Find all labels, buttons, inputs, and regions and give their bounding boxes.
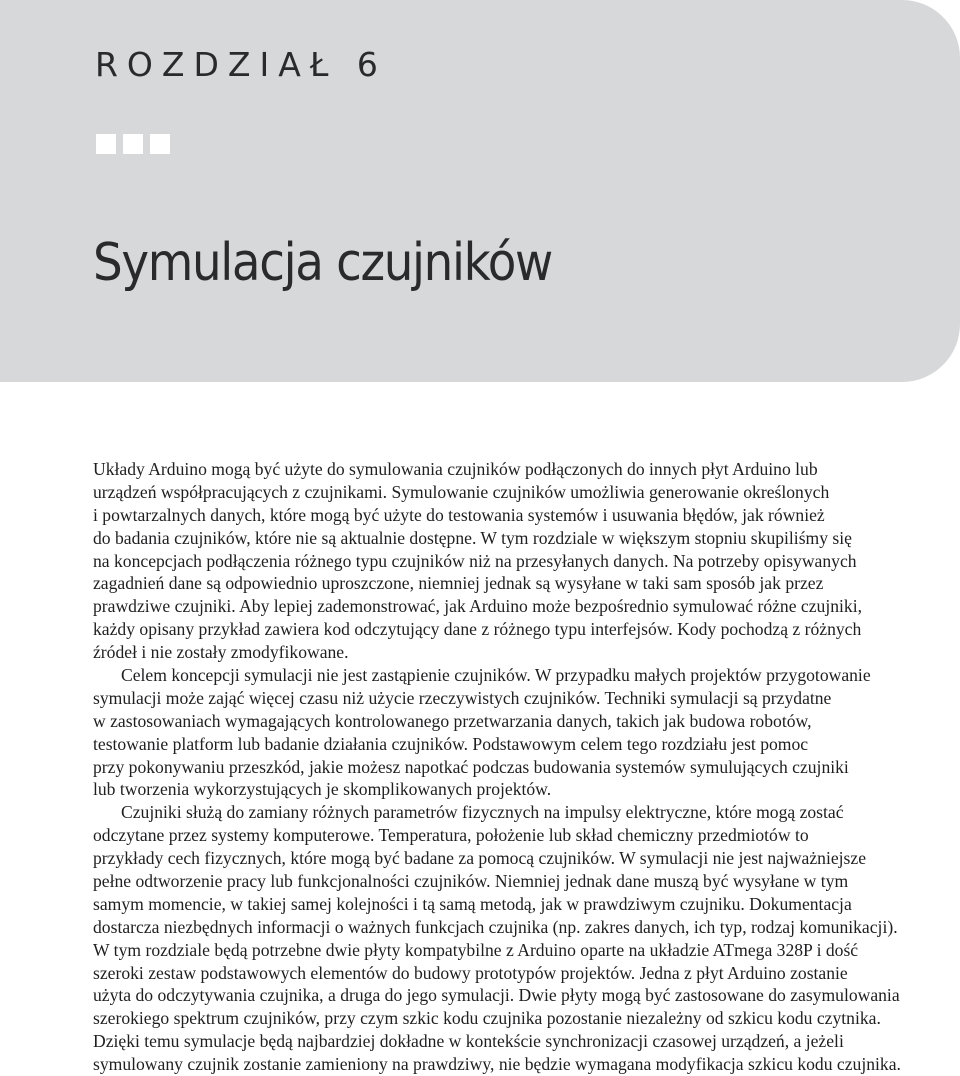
text-line: szeroki zestaw podstawowych elementów do budowy prototypów projektów. Jedna z płyt Arduino zostanie	[93, 962, 848, 983]
text-line: przy pokonywaniu przeszkód, jakie możesz napotkać podczas budowania systemów symulujących czujniki	[93, 756, 849, 777]
chapter-title: Symulacja czujników	[93, 233, 552, 293]
text-line: samym momencie, w takiej samej kolejności i tą samą metodą, jak w prawdziwym czujniku. Dokumentacja	[93, 893, 852, 914]
text-line: Układy Arduino mogą być użyte do symulowania czujników podłączonych do innych płyt Arduino lub	[93, 459, 818, 479]
chapter-label: ROZDZIAŁ 6	[95, 45, 387, 84]
text-line-paragraph-start: Celem koncepcji symulacji nie jest zastąpienie czujników. W przypadku małych projektów przygotowanie	[121, 665, 871, 686]
square-icon	[123, 134, 143, 154]
text-line: i powtarzalnych danych, które mogą być użyte do testowania systemów i usuwania błędów, jak również	[93, 504, 825, 525]
text-line: do badania czujników, które nie są aktualnie dostępne. W tym rozdziale w większym stopniu skupiliśmy się	[93, 527, 852, 548]
text-line: symulowany czujnik zostanie zamieniony na prawdziwy, nie będzie wymagana modyfikacja szkicu kodu czujnika.	[93, 1054, 901, 1075]
text-line: Dzięki temu symulacje będą najbardziej dokładne w kontekście synchronizacji czasowej urządzeń, a jeżeli	[93, 1031, 844, 1052]
body-text	[93, 458, 959, 1076]
text-line-paragraph-start: Czujniki służą do zamiany różnych parametrów fizycznych na impulsy elektryczne, które mogą zostać	[121, 802, 844, 823]
text-line: lub tworzenia wykorzystujących je skomplikowanych projektów.	[93, 779, 552, 800]
text-line: testowanie platform lub badanie działania czujników. Podstawowym celem tego rozdziału jest pomoc	[93, 733, 809, 754]
chapter-header-panel	[0, 0, 960, 382]
square-icon	[96, 134, 116, 154]
text-line: na koncepcjach podłączenia różnego typu czujników niż na przesyłanych danych. Na potrzeby opisywanych	[93, 550, 857, 571]
text-line: użyta do odczytywania czujnika, a druga do jego symulacji. Dwie płyty mogą być zastosowane do zasymulowania	[93, 985, 900, 1006]
text-line: W tym rozdziale będą potrzebne dwie płyty kompatybilne z Arduino oparte na układzie ATmega 328P i dość	[93, 939, 859, 960]
text-line: w zastosowaniach wymagających kontrolowanego przetwarzania danych, takich jak budowa robotów,	[93, 710, 812, 731]
text-line: pełne odtworzenie pracy lub funkcjonalności czujników. Niemniej jednak dane muszą być wysyłane w tym	[93, 871, 849, 892]
text-line: szerokiego spektrum czujników, przy czym szkic kodu czujnika pozostanie niezależny od szkicu kodu czytnika.	[93, 1008, 881, 1029]
text-line: zagadnień dane są odpowiednio uproszczone, niemniej jednak są wysyłane w taki sam sposób jak przez	[93, 573, 824, 594]
text-line: dostarcza niezbędnych informacji o ważnych funkcjach czujnika (np. zakres danych, ich typ, rodzaj komunikacji).	[93, 916, 898, 937]
text-line: każdy opisany przykład zawiera kod odczytujący dane z różnego typu interfejsów. Kody pochodzą z różnych	[93, 619, 862, 640]
text-line: odczytane przez systemy komputerowe. Temperatura, położenie lub skład chemiczny przedmiotów to	[93, 825, 809, 846]
decorative-squares	[96, 134, 170, 154]
square-icon	[150, 134, 170, 154]
text-line: prawdziwe czujniki. Aby lepiej zademonstrować, jak Arduino może bezpośrednio symulować różne czujniki,	[93, 596, 862, 617]
text-line: symulacji może zająć więcej czasu niż użycie rzeczywistych czujników. Techniki symulacji są przydatne	[93, 687, 832, 708]
text-line: źródeł i nie zostały zmodyfikowane.	[93, 642, 349, 663]
text-line: przykłady cech fizycznych, które mogą być badane za pomocą czujników. W symulacji nie jest najważniejsze	[93, 848, 866, 869]
text-line: urządzeń współpracujących z czujnikami. Symulowanie czujników umożliwia generowanie określonych	[93, 481, 830, 502]
